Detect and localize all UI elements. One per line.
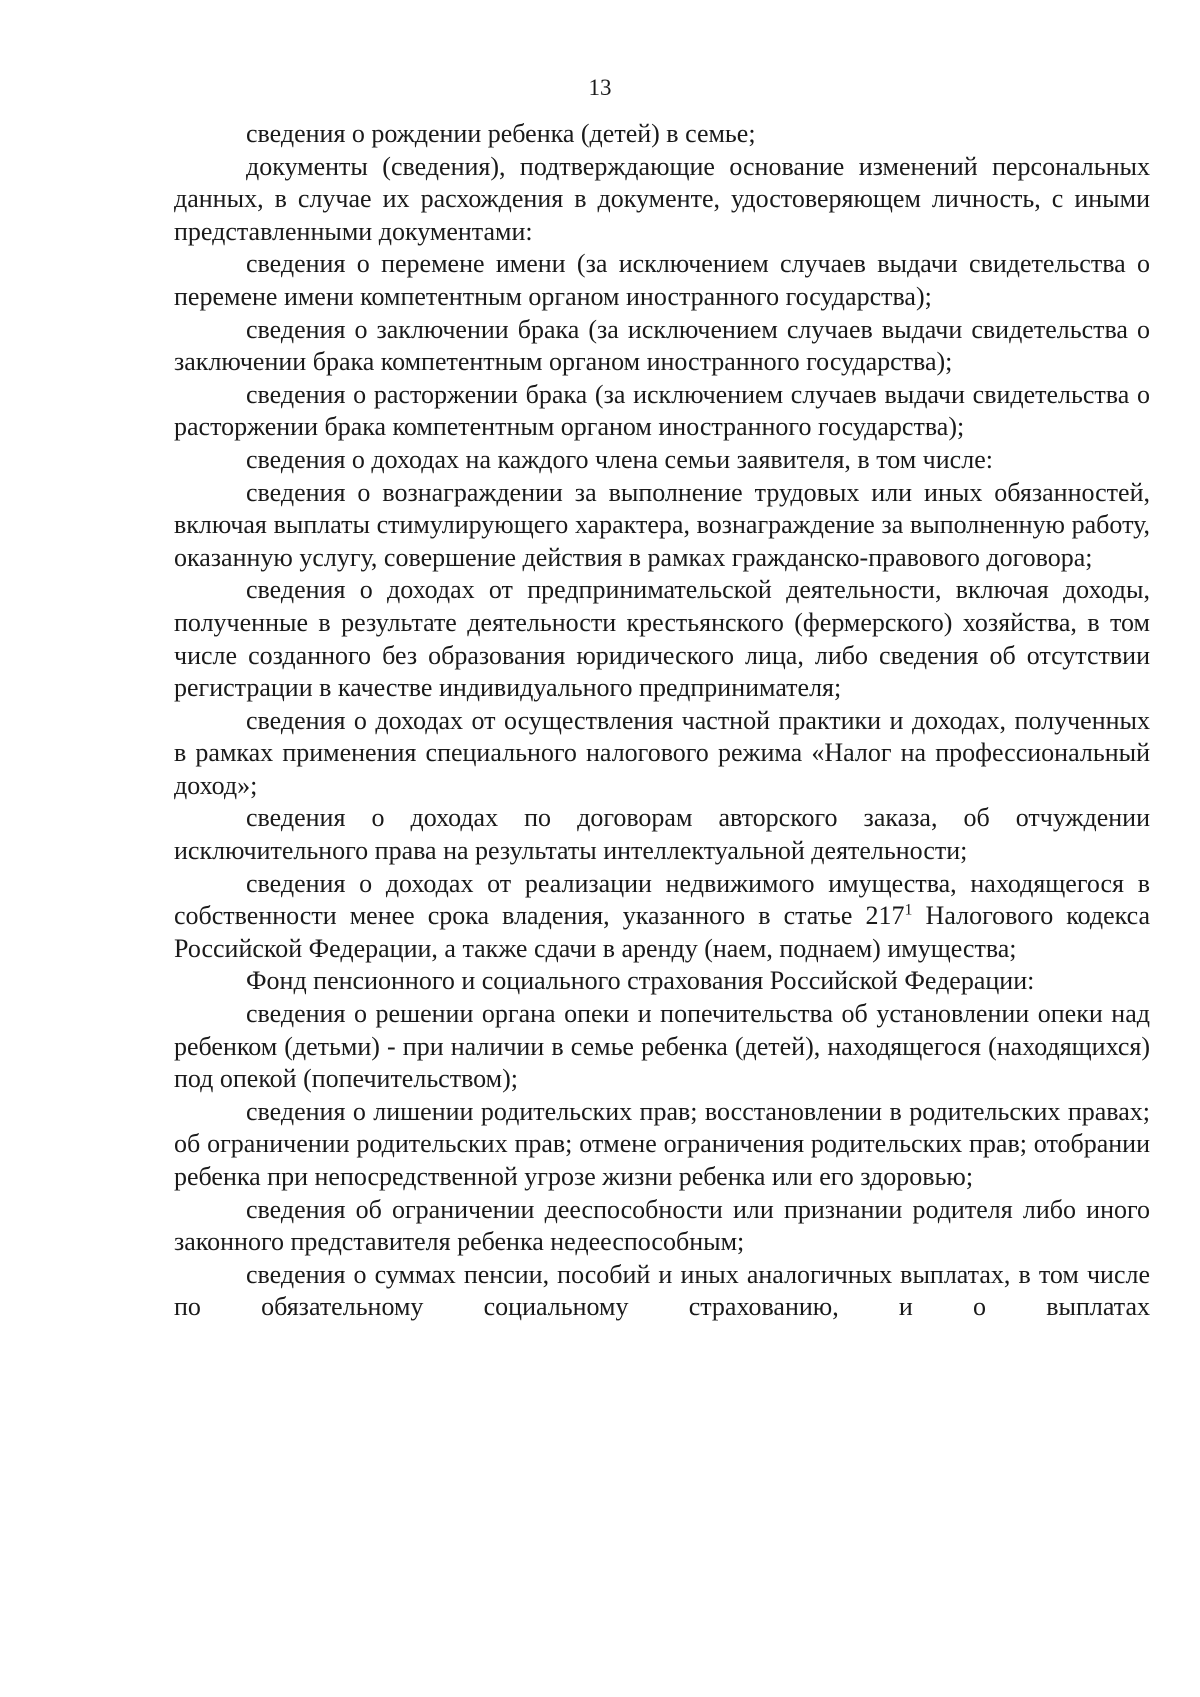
document-body [174, 118, 1150, 1324]
paragraph: сведения о доходах на каждого члена семьи заявителя, в том числе: [246, 444, 993, 474]
article-superscript: 1 [904, 901, 913, 919]
paragraph: сведения о вознаграждении за выполнение трудовых или иных обязанностей, включая выплаты стимулирующего характера, вознаграждение за выполненную работу, оказанную услугу, совершение действия в рамках гражданско-правового договора; [174, 477, 1150, 572]
paragraph-text-before: сведения о доходах от реализации недвижимого имущества, находящегося в собственности менее срока владения, указанного в статье 217 [174, 868, 1150, 931]
paragraph: сведения о рождении ребенка (детей) в семье; [246, 119, 756, 148]
paragraph: сведения о решении органа опеки и попечительства об установлении опеки над ребенком (детьми) - при наличии в семье ребенка (детей), находящегося (находящихся) под опекой (попечительством); [174, 999, 1150, 1094]
paragraph: сведения о доходах по договорам авторского заказа, об отчуждении исключительного права на результаты интеллектуальной деятельности; [174, 803, 1150, 866]
paragraph: сведения о расторжении брака (за исключением случаев выдачи свидетельства о расторжении брака компетентным органом иностранного государства); [174, 379, 1150, 442]
paragraph: сведения о перемене имени (за исключением случаев выдачи свидетельства о перемене имени компетентным органом иностранного государства); [174, 249, 1150, 311]
paragraph-with-footnote [174, 868, 1150, 966]
paragraph: Фонд пенсионного и социального страхования Российской Федерации: [246, 966, 1035, 996]
paragraph-text-after: Налогового кодекса Российской Федерации, а также сдачи в аренду (наем, поднаем) имущества; [174, 901, 1150, 963]
paragraph: сведения о доходах от предпринимательской деятельности, включая доходы, полученные в результате деятельности крестьянского (фермерского) хозяйства, в том числе созданного без образования юридического лица, либо сведения об отсутствии регистрации в качестве индивидуального предпринимателя; [174, 575, 1150, 703]
paragraph: сведения о суммах пенсии, пособий и иных аналогичных выплатах, в том числе по обязательному социальному страхованию, и о выплатах [174, 1259, 1150, 1322]
paragraph: сведения об ограничении дееспособности или признании родителя либо иного законного представителя ребенка недееспособным; [174, 1194, 1150, 1257]
paragraph: сведения о доходах от осуществления частной практики и доходах, полученных в рамках применения специального налогового режима «Налог на профессиональный доход»; [174, 705, 1150, 800]
paragraph: сведения о лишении родительских прав; восстановлении в родительских правах; об ограничении родительских прав; отмене ограничения родительских прав; отобрании ребенка при непосредственной угрозе жизни ребенка или его здоровью; [174, 1096, 1150, 1191]
page-number: 13 [588, 75, 612, 100]
paragraph: сведения о заключении брака (за исключением случаев выдачи свидетельства о заключении брака компетентным органом иностранного государства); [174, 314, 1150, 377]
paragraph: документы (сведения), подтверждающие основание изменений персональных данных, в случае их расхождения в документе, удостоверяющем личность, с иными представленными документами: [174, 151, 1150, 246]
